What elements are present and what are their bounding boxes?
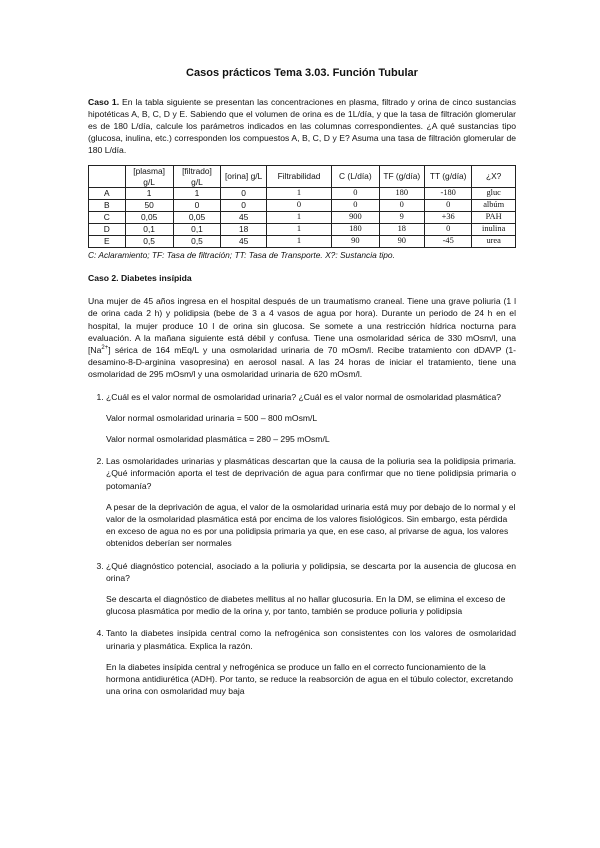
- table-cell: 0: [379, 200, 425, 212]
- document-page: [88, 66, 516, 707]
- table-header-cell: [89, 165, 126, 188]
- table-cell: 180: [332, 224, 379, 236]
- table-cell: 50: [125, 200, 173, 212]
- table-cell: 0: [425, 224, 472, 236]
- table-cell: 90: [379, 236, 425, 248]
- table-cell: 0: [332, 188, 379, 200]
- table-cell: 45: [221, 212, 266, 224]
- answer-text: En la diabetes insípida central y nefrogénica se produce un fallo en el correcto funcionamiento de la hormona antidiurética (ADH). Por tanto, se reduce la reabsorción de agua en el túbulo colector, excretando una orina con osmolaridad muy baja: [106, 661, 514, 697]
- table-cell: 90: [332, 236, 379, 248]
- table-row: [89, 212, 516, 224]
- answer-text: A pesar de la deprivación de agua, el valor de la osmolaridad urinaria está muy por debajo de lo normal y el valor de la osmolaridad plasmática está por encima de los valores fisiológicos. Sin embargo, esta pérdida en exceso de agua no es por una polidipsia primaria ya que, en ese caso, al privarse de agua, los valores obtenidos deberían ser normales: [106, 501, 516, 549]
- answer-text: Valor normal osmolaridad plasmática = 280 – 295 mOsm/L: [106, 434, 330, 445]
- answer-text: Valor normal osmolaridad urinaria = 500 – 800 mOsm/L: [106, 412, 318, 423]
- table-cell: 9: [379, 212, 425, 224]
- case2-text-after: ] sérica de 164 mEq/L y una osmolaridad urinaria de 70 mOsm/l. Recibe tratamiento con dDAVP (1-desamino-8-D-arginina vasopresina) en aerosol nasal. A las 24 horas de iniciar el tratamiento, tiene una osmolaridad de 295 mOsm/l y una osmolaridad urinaria de 620 mOsm/l.: [88, 345, 516, 380]
- table-cell: 0: [425, 200, 472, 212]
- table-cell: 18: [379, 224, 425, 236]
- table-cell: 0,05: [173, 212, 221, 224]
- table-row: [89, 224, 516, 236]
- case2-text-before: Una mujer de 45 años ingresa en el hospital después de un traumatismo craneal. Tiene una grave poliuria (1 l de orina cada 2 h) y polidipsia (bebe de 3 a 4 vasos de agua por hora). Durante un periodo de 24 h en el hospital, la mujer produce 10 l de orina sin glucosa. Se somete a una restricción hídrica nocturna para evaluación. A la mañana siguiente está débil y confusa. Tiene una osmolaridad sérica de 330 mOsm/l, una [Na: [88, 296, 516, 356]
- question-item: [106, 455, 516, 549]
- table-cell: 0,5: [173, 236, 221, 248]
- table-cell: 45: [221, 236, 266, 248]
- table-cell: 0,05: [125, 212, 173, 224]
- table-cell: inulina: [472, 224, 516, 236]
- case2-paragraph: [88, 295, 516, 380]
- table-cell: 0,1: [173, 224, 221, 236]
- table-cell: D: [89, 224, 126, 236]
- table-cell: 1: [266, 224, 331, 236]
- table-cell: -180: [425, 188, 472, 200]
- case2-title: Caso 2. Diabetes insípida: [88, 273, 192, 283]
- table-cell: A: [89, 188, 126, 200]
- table-cell: 180: [379, 188, 425, 200]
- document-title: Casos prácticos Tema 3.03. Función Tubular: [186, 67, 418, 79]
- table-cell: 900: [332, 212, 379, 224]
- question-text: 2. Las osmolaridades urinarias y plasmáticas descartan que la causa de la poliuria sea la polidipsia primaria. ¿Qué información aporta el test de deprivación de agua para confirmar que no tiene polidipsia primaria o potomanía?: [106, 456, 516, 491]
- question-item: [106, 627, 516, 697]
- table-cell: urea: [472, 236, 516, 248]
- table-header-cell: ¿X?: [472, 165, 516, 188]
- table-cell: 18: [221, 224, 266, 236]
- table-header-cell: [filtrado] g/L: [173, 165, 221, 188]
- table-header-cell: TT (g/día): [425, 165, 472, 188]
- table-cell: gluc: [472, 188, 516, 200]
- table-cell: +36: [425, 212, 472, 224]
- table-cell: 0,5: [125, 236, 173, 248]
- table-cell: 0: [266, 200, 331, 212]
- table-row: [89, 200, 516, 212]
- substances-table: [88, 165, 516, 248]
- question-item: [106, 391, 516, 446]
- table-header-cell: C (L/día): [332, 165, 379, 188]
- table-cell: -45: [425, 236, 472, 248]
- table-cell: 1: [173, 188, 221, 200]
- case1-text: En la tabla siguiente se presentan las concentraciones en plasma, filtrado y orina de cinco sustancias hipotéticas A, B, C, D y E. Sabiendo que el volumen de orina es de 1L/día, y que la tasa de filtración glomerular es de 180 L/día, calcule los parámetros indicados en las columnas correspondientes. ¿A qué sustancias tipo (glucosa, inulina, etc.) corresponden los compuestos A, B, C, D y E? Asuma una tasa de filtración glomerular de 180 L/día.: [88, 96, 516, 156]
- table-cell: C: [89, 212, 126, 224]
- table-cell: 0: [221, 200, 266, 212]
- table-cell: 1: [266, 236, 331, 248]
- questions-list: [88, 391, 516, 698]
- table-cell: 1: [266, 212, 331, 224]
- question-text: 4. Tanto la diabetes insípida central como la nefrogénica son consistentes con los valores de osmolaridad urinaria y plasmática. Explica la razón.: [106, 628, 516, 651]
- table-row: [89, 188, 516, 200]
- table-header-cell: [orina] g/L: [221, 165, 266, 188]
- table-cell: B: [89, 200, 126, 212]
- table-cell: 0: [332, 200, 379, 212]
- question-text: 3. ¿Qué diagnóstico potencial, asociado a la poliuria y polidipsia, se descarta por la ausencia de glucosa en orina?: [106, 560, 516, 583]
- table-row: [89, 236, 516, 248]
- sodium-superscript: 2+: [101, 345, 109, 352]
- table-cell: E: [89, 236, 126, 248]
- question-text: 1. ¿Cuál es el valor normal de osmolaridad urinaria? ¿Cuál es el valor normal de osmolaridad plasmática?: [106, 391, 502, 402]
- question-item: [106, 560, 516, 618]
- table-cell: PAH: [472, 212, 516, 224]
- table-cell: 1: [266, 188, 331, 200]
- table-header-cell: [plasma] g/L: [125, 165, 173, 188]
- answer-text: Se descarta el diagnóstico de diabetes mellitus al no hallar glucosuria. En la DM, se elimina el exceso de glucosa plasmática por medio de la orina y, por tanto, también se produce poliuria y polidipsia: [106, 594, 506, 617]
- table-cell: 0: [173, 200, 221, 212]
- table-header-cell: TF (g/día): [379, 165, 425, 188]
- case1-paragraph: [88, 96, 516, 157]
- table-caption: C: Aclaramiento; TF: Tasa de filtración; TT: Tasa de Transporte. X?: Sustancia tipo.: [88, 250, 395, 261]
- table-cell: albúm: [472, 200, 516, 212]
- table-header-cell: Filtrabilidad: [266, 165, 331, 188]
- table-cell: 0,1: [125, 224, 173, 236]
- table-header-row: [89, 165, 516, 188]
- case1-label: Caso 1.: [88, 96, 120, 107]
- table-cell: 1: [125, 188, 173, 200]
- table-cell: 0: [221, 188, 266, 200]
